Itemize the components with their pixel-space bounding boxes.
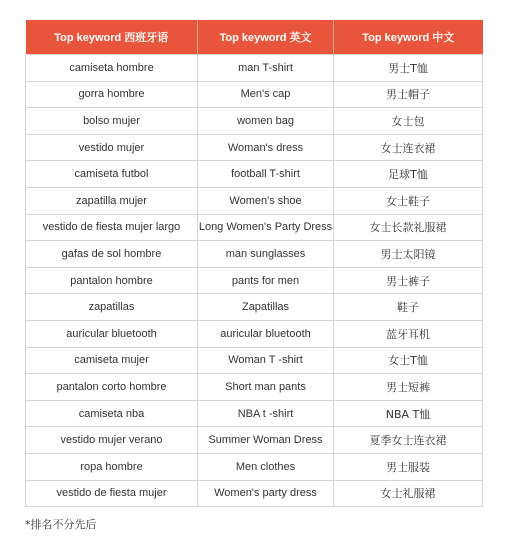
cell-spanish: vestido mujer verano (26, 427, 198, 454)
table-row (26, 267, 483, 294)
cell-chinese: 男士服装 (334, 453, 483, 480)
cell-spanish: bolso mujer (26, 108, 198, 135)
cell-english: pants for men (198, 267, 334, 294)
table-row (26, 480, 483, 507)
cell-spanish: camiseta futbol (26, 161, 198, 188)
cell-chinese: 男士裤子 (334, 267, 483, 294)
table-header-row (26, 20, 483, 55)
table-row (26, 134, 483, 161)
cell-english: Long Women's Party Dress (198, 214, 334, 241)
cell-spanish: ropa hombre (26, 453, 198, 480)
cell-spanish: gorra hombre (26, 81, 198, 108)
cell-english: NBA t -shirt (198, 400, 334, 427)
cell-spanish: pantalon corto hombre (26, 374, 198, 401)
table-row (26, 241, 483, 268)
cell-chinese: 鞋子 (334, 294, 483, 321)
header-spanish: Top keyword 西班牙语 (26, 20, 198, 55)
cell-spanish: camiseta hombre (26, 55, 198, 82)
cell-chinese: 女士鞋子 (334, 187, 483, 214)
keyword-table (25, 20, 483, 507)
cell-spanish: vestido mujer (26, 134, 198, 161)
table-row (26, 453, 483, 480)
table-row (26, 108, 483, 135)
header-chinese: Top keyword 中文 (334, 20, 483, 55)
table-body (26, 55, 483, 507)
cell-english: football T-shirt (198, 161, 334, 188)
table-row (26, 374, 483, 401)
table-row (26, 214, 483, 241)
table-row (26, 161, 483, 188)
table-row (26, 81, 483, 108)
table-row (26, 55, 483, 82)
footnote: *排名不分先后 (25, 518, 97, 531)
table-row (26, 294, 483, 321)
cell-chinese: 蓝牙耳机 (334, 320, 483, 347)
cell-chinese: 女士包 (334, 108, 483, 135)
cell-spanish: camiseta nba (26, 400, 198, 427)
cell-chinese: 夏季女士连衣裙 (334, 427, 483, 454)
cell-spanish: camiseta mujer (26, 347, 198, 374)
cell-spanish: zapatillas (26, 294, 198, 321)
cell-english: auricular bluetooth (198, 320, 334, 347)
cell-chinese: 女士长款礼服裙 (334, 214, 483, 241)
cell-chinese: 男士短裤 (334, 374, 483, 401)
cell-spanish: zapatilla mujer (26, 187, 198, 214)
cell-english: Woman's dress (198, 134, 334, 161)
table-row (26, 347, 483, 374)
cell-english: women bag (198, 108, 334, 135)
keyword-table-container (25, 20, 482, 507)
cell-english: Summer Woman Dress (198, 427, 334, 454)
table-row (26, 187, 483, 214)
cell-english: Short man pants (198, 374, 334, 401)
cell-chinese: 男士太阳镜 (334, 241, 483, 268)
table-row (26, 320, 483, 347)
cell-english: Women's shoe (198, 187, 334, 214)
cell-english: man sunglasses (198, 241, 334, 268)
cell-spanish: pantalon hombre (26, 267, 198, 294)
cell-chinese: 男士T恤 (334, 55, 483, 82)
table-row (26, 427, 483, 454)
cell-chinese: 男士帽子 (334, 81, 483, 108)
cell-chinese: 女士T恤 (334, 347, 483, 374)
cell-english: Zapatillas (198, 294, 334, 321)
cell-english: Men's cap (198, 81, 334, 108)
table-row (26, 400, 483, 427)
cell-english: Woman T -shirt (198, 347, 334, 374)
cell-chinese: NBA T恤 (334, 400, 483, 427)
cell-english: man T-shirt (198, 55, 334, 82)
cell-spanish: auricular bluetooth (26, 320, 198, 347)
cell-spanish: vestido de fiesta mujer largo (26, 214, 198, 241)
cell-spanish: vestido de fiesta mujer (26, 480, 198, 507)
cell-english: Men clothes (198, 453, 334, 480)
cell-english: Women's party dress (198, 480, 334, 507)
header-english: Top keyword 英文 (198, 20, 334, 55)
cell-chinese: 女士连衣裙 (334, 134, 483, 161)
cell-chinese: 足球T恤 (334, 161, 483, 188)
cell-chinese: 女士礼服裙 (334, 480, 483, 507)
cell-spanish: gafas de sol hombre (26, 241, 198, 268)
